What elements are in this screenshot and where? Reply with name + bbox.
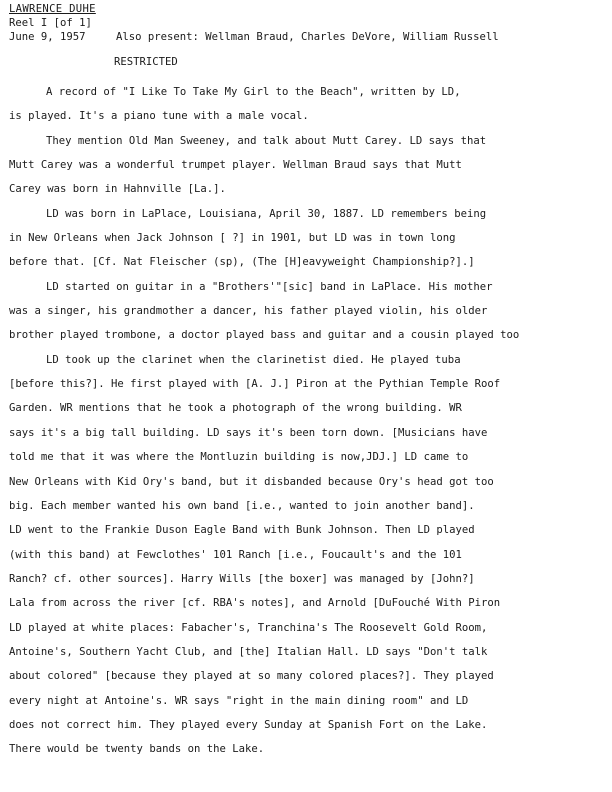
- text-line: Ranch? cf. other sources]. Harry Wills [the boxer] was managed by [John?]: [9, 572, 475, 585]
- text-line: LD played at white places: Fabacher's, Tranchina's The Roosevelt Gold Room,: [9, 621, 488, 634]
- text-line: [before this?]. He first played with [A. J.] Piron at the Pythian Temple Roof: [9, 378, 501, 391]
- text-line: Antoine's, Southern Yacht Club, and [the] Italian Hall. LD says "Don't talk: [9, 645, 488, 658]
- text-line: LD went to the Frankie Duson Eagle Band with Bunk Johnson. Then LD played: [9, 524, 475, 537]
- also-present: Also present: Wellman Braud, Charles DeVore, William Russell: [116, 31, 499, 43]
- text-line: told me that it was where the Montluzin building is now,JDJ.] LD came to: [9, 451, 469, 464]
- text-line: about colored" [because they played at so many colored places?]. They played: [9, 670, 494, 683]
- text-line: brother played trombone, a doctor played bass and guitar and a cousin played too: [9, 329, 520, 342]
- text-line: Garden. WR mentions that he took a photograph of the wrong building. WR: [9, 402, 462, 415]
- text-line: says it's a big tall building. LD says it's been torn down. [Musicians have: [9, 426, 488, 439]
- restricted-label: RESTRICTED: [114, 56, 178, 68]
- interviewee-name: LAWRENCE DUHE: [9, 3, 96, 15]
- text-line: LD was born in LaPlace, Louisiana, April 30, 1887. LD remembers being: [46, 207, 487, 220]
- text-line: They mention Old Man Sweeney, and talk about Mutt Carey. LD says that: [46, 134, 487, 147]
- text-line: was a singer, his grandmother a dancer, his father played violin, his older: [9, 305, 488, 318]
- text-line: New Orleans with Kid Ory's band, but it disbanded because Ory's head got too: [9, 475, 494, 488]
- text-line: in New Orleans when Jack Johnson [ ?] in 1901, but LD was in town long: [9, 232, 456, 245]
- text-line: Lala from across the river [cf. RBA's notes], and Arnold [DuFouché With Piron: [9, 597, 501, 610]
- text-line: A record of "I Like To Take My Girl to the Beach", written by LD,: [46, 86, 461, 98]
- text-line: before that. [Cf. Nat Fleischer (sp), (The [H]eavyweight Championship?].]: [9, 256, 475, 269]
- text-line: LD took up the clarinet when the clarinetist died. He played tuba: [46, 353, 461, 366]
- text-line: Mutt Carey was a wonderful trumpet player. Wellman Braud says that Mutt: [9, 159, 462, 172]
- text-line: is played. It's a piano tune with a male vocal.: [9, 110, 309, 123]
- text-line: LD started on guitar in a "Brothers'"[sic] band in LaPlace. His mother: [46, 280, 493, 293]
- reel-label: Reel I [of 1]: [9, 17, 92, 29]
- transcript-body: [9, 80, 609, 762]
- text-line: There would be twenty bands on the Lake.: [9, 743, 265, 756]
- text-line: every night at Antoine's. WR says "right in the main dining room" and LD: [9, 694, 469, 707]
- interview-date: June 9, 1957: [9, 31, 86, 43]
- text-line: (with this band) at Fewclothes' 101 Ranch [i.e., Foucault's and the 101: [9, 548, 462, 561]
- text-line: Carey was born in Hahnville [La.].: [9, 183, 226, 196]
- text-line: does not correct him. They played every Sunday at Spanish Fort on the Lake.: [9, 718, 488, 731]
- text-line: big. Each member wanted his own band [i.e., wanted to join another band].: [9, 499, 475, 512]
